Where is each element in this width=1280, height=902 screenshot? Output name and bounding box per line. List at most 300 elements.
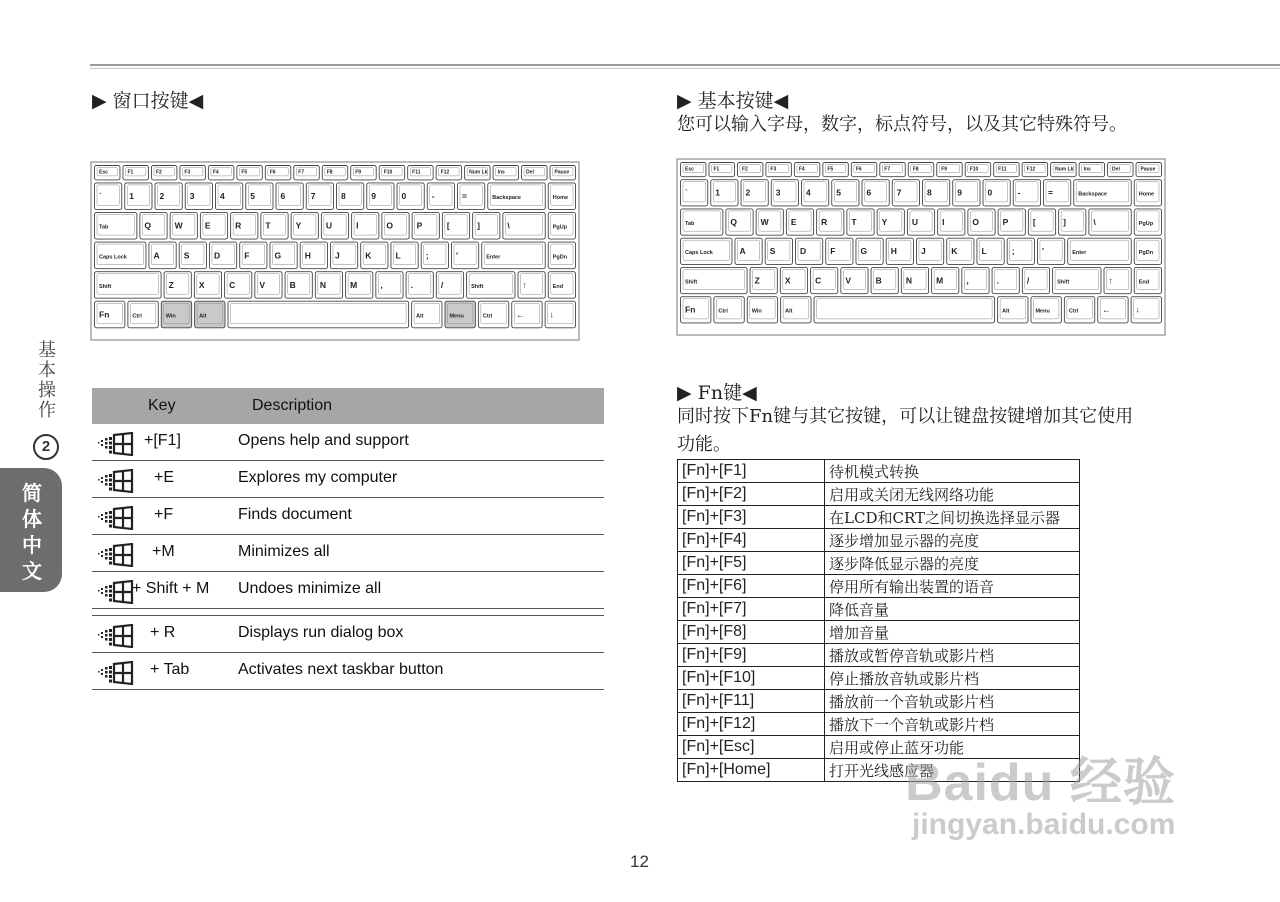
- key-label: ,: [380, 279, 383, 290]
- key-label: Backspace: [492, 195, 521, 202]
- key-label: Num Lk: [1055, 166, 1074, 173]
- key: [291, 212, 318, 239]
- key-label: Z: [754, 275, 760, 286]
- key-label: End: [552, 283, 564, 290]
- shortcut-description: Explores my computer: [238, 469, 398, 486]
- fn-row: [678, 621, 1080, 644]
- key: [351, 166, 376, 180]
- key: [367, 183, 394, 210]
- key-label: C: [229, 279, 236, 290]
- key: [265, 166, 290, 180]
- fn-key-function: 停用所有输出装置的语音: [825, 575, 1080, 598]
- key: [735, 238, 762, 264]
- key-label: ': [1041, 246, 1044, 257]
- key-label: O: [386, 220, 393, 231]
- key: [436, 166, 461, 180]
- fn-row: [678, 713, 1080, 736]
- key: [164, 272, 191, 299]
- key: [548, 242, 575, 269]
- key: [209, 242, 236, 269]
- fn-row: [678, 575, 1080, 598]
- key-label: Del: [1112, 166, 1120, 173]
- key-label: \: [1093, 216, 1096, 227]
- key: [493, 166, 518, 180]
- key-label: ←: [1102, 304, 1111, 315]
- key: [851, 163, 876, 177]
- fn-key-function: 停止播放音轨或影片档: [825, 667, 1080, 690]
- top-rule-secondary: [90, 68, 1280, 69]
- key: [140, 212, 167, 239]
- key: [195, 301, 225, 328]
- key: [1131, 297, 1161, 323]
- key: [681, 238, 732, 264]
- key: [765, 238, 792, 264]
- key-label: End: [1138, 279, 1150, 286]
- windows-logo-icon: [98, 661, 134, 690]
- key-label: H: [890, 246, 897, 257]
- key-label: E: [204, 220, 211, 231]
- key-label: Menu: [1035, 308, 1050, 315]
- key-label: Tab: [685, 220, 695, 227]
- fn-key-combo: [Fn]+[F2]: [678, 483, 825, 506]
- shortcut-row: [92, 498, 604, 535]
- key-label: N: [905, 275, 912, 286]
- key-label: F8: [326, 169, 333, 176]
- key: [681, 180, 708, 206]
- shortcut-row: [92, 653, 604, 690]
- language-tab[interactable]: [0, 468, 62, 592]
- key-label: ;: [425, 250, 429, 261]
- key-label: 0: [987, 187, 993, 198]
- key-label: 2: [745, 187, 751, 198]
- key: [741, 180, 768, 206]
- shortcut-description: Undoes minimize all: [238, 580, 382, 597]
- key-label: A: [739, 246, 746, 257]
- key: [786, 209, 813, 235]
- fn-keys-description-2: 功能。: [677, 434, 731, 455]
- windows-logo-icon: [98, 624, 134, 653]
- key-label: Num Lk: [469, 169, 488, 176]
- key: [681, 297, 711, 323]
- key: [185, 183, 212, 210]
- key: [1134, 238, 1161, 264]
- key: [240, 242, 267, 269]
- shortcut-combo: +[F1]: [144, 432, 181, 449]
- key: [550, 166, 575, 180]
- key-label: F12: [440, 169, 450, 176]
- key: [270, 242, 297, 269]
- key-label: V: [845, 275, 851, 286]
- key: [149, 242, 176, 269]
- key: [208, 166, 233, 180]
- key-label: M: [350, 279, 358, 290]
- key-label: H: [304, 250, 311, 261]
- key: [747, 297, 777, 323]
- fn-row: [678, 598, 1080, 621]
- key-label: F7: [298, 169, 305, 176]
- key: [315, 272, 342, 299]
- key: [841, 267, 868, 293]
- shortcut-description: Displays run dialog box: [238, 624, 404, 641]
- key: [408, 166, 433, 180]
- fn-row: [678, 667, 1080, 690]
- key-label: Tab: [99, 224, 109, 231]
- key: [1134, 209, 1161, 235]
- key: [1074, 180, 1132, 206]
- key-label: [: [446, 220, 450, 231]
- key-label: ←: [516, 309, 525, 320]
- key: [1136, 163, 1161, 177]
- key-label: Ins: [1083, 166, 1091, 173]
- key: [246, 183, 273, 210]
- key: [1051, 163, 1076, 177]
- key: [95, 166, 120, 180]
- key-label: Caps Lock: [685, 250, 713, 257]
- key: [522, 166, 547, 180]
- shortcut-row: [92, 424, 604, 461]
- key: [737, 163, 762, 177]
- page-number: 12: [630, 852, 649, 871]
- key: [962, 267, 989, 293]
- key: [548, 212, 575, 239]
- fn-row: [678, 483, 1080, 506]
- key-label: `: [685, 187, 688, 198]
- fn-key-combo: [Fn]+[F6]: [678, 575, 825, 598]
- key: [1068, 238, 1132, 264]
- key-label: V: [259, 279, 265, 290]
- shortcut-description: Finds document: [238, 506, 352, 523]
- key: [155, 183, 182, 210]
- key-label: PgDn: [552, 254, 568, 261]
- key-label: F1: [713, 166, 720, 173]
- key-label: Home: [1138, 191, 1155, 198]
- fn-key-combo: [Fn]+[F1]: [678, 460, 825, 483]
- shortcut-description: Opens help and support: [238, 432, 409, 449]
- key: [826, 238, 853, 264]
- key: [123, 166, 148, 180]
- key: [932, 267, 959, 293]
- key-label: /: [440, 279, 444, 290]
- key: [179, 242, 206, 269]
- top-rule: [90, 64, 1280, 66]
- key: [451, 242, 478, 269]
- key-label: L: [395, 250, 401, 261]
- key-label: ↑: [1108, 275, 1113, 286]
- key-label: Q: [144, 220, 151, 231]
- key-label: /: [1026, 275, 1030, 286]
- key-label: -: [1017, 187, 1021, 198]
- shortcut-row: [92, 572, 604, 609]
- key-label: I: [356, 220, 359, 231]
- key-label: I: [942, 216, 945, 227]
- key-label: F5: [241, 169, 248, 176]
- fn-keys-title: ▶ Fn键◀: [677, 382, 757, 404]
- key-label: ↑: [522, 279, 527, 290]
- key: [802, 180, 829, 206]
- key: [518, 272, 545, 299]
- key: [794, 163, 819, 177]
- key-label: Shift: [471, 283, 484, 290]
- key-label: 4: [806, 187, 811, 198]
- shortcut-combo: +M: [152, 543, 175, 560]
- key-label: 1: [129, 191, 134, 202]
- key: [379, 166, 404, 180]
- key: [488, 183, 546, 210]
- fn-key-combo: [Fn]+[F9]: [678, 644, 825, 667]
- key: [128, 301, 158, 328]
- shortcut-combo: + Tab: [150, 661, 190, 678]
- key: [994, 163, 1019, 177]
- key: [886, 238, 913, 264]
- key-label: 5: [836, 187, 841, 198]
- key-label: PgUp: [552, 224, 568, 231]
- key: [1028, 209, 1055, 235]
- key: [237, 166, 262, 180]
- key: [750, 267, 777, 293]
- key-label: L: [981, 246, 987, 257]
- key-label: P: [1002, 216, 1009, 227]
- key: [1013, 180, 1040, 206]
- key: [151, 166, 176, 180]
- key-label: ]: [1063, 216, 1066, 227]
- key: [382, 212, 409, 239]
- key: [337, 183, 364, 210]
- key: [916, 238, 943, 264]
- header-key: Key: [148, 397, 176, 414]
- key: [231, 212, 258, 239]
- key: [1037, 238, 1064, 264]
- keyboard-diagram-basic-keys: [676, 158, 1166, 336]
- key-label: 9: [957, 187, 962, 198]
- fn-key-combo: [Fn]+[Esc]: [678, 736, 825, 759]
- fn-key-function: 增加音量: [825, 621, 1080, 644]
- key: [255, 272, 282, 299]
- key-label: F6: [269, 169, 276, 176]
- key-label: Ctrl: [132, 313, 142, 320]
- key-label: R: [821, 216, 828, 227]
- key-label: 6: [866, 187, 872, 198]
- key: [545, 301, 575, 328]
- key-label: Enter: [486, 254, 501, 261]
- key: [445, 301, 475, 328]
- key: [322, 166, 347, 180]
- key-label: Shift: [99, 283, 112, 290]
- key-label: T: [265, 220, 271, 231]
- key: [795, 238, 822, 264]
- fn-key-combo: [Fn]+[Home]: [678, 759, 825, 782]
- key: [465, 166, 490, 180]
- basic-keys-description: 您可以输入字母，数字，标点符号，以及其它特殊符号。: [677, 114, 1127, 135]
- key: [901, 267, 928, 293]
- watermark-brand: Baidu 经验: [905, 754, 1176, 812]
- language-tab-label: 简体中文: [22, 481, 42, 583]
- key-label: F: [244, 250, 250, 261]
- key-label: Ctrl: [482, 313, 493, 320]
- keyboard-diagram-window-keys: [90, 161, 580, 341]
- key-label: F10: [969, 166, 979, 173]
- key-label: A: [153, 250, 160, 261]
- key-label: ↓: [549, 309, 554, 320]
- fn-keys-description-1: 同时按下Fn键与其它按键，可以让键盘按键增加其它使用: [677, 406, 1134, 427]
- key-label: .: [410, 279, 413, 290]
- chapter-number: 2: [33, 434, 59, 460]
- key-label: Win: [751, 308, 762, 315]
- key: [276, 183, 303, 210]
- shortcut-row: [92, 461, 604, 498]
- key-label: Alt: [416, 313, 424, 320]
- key-label: R: [235, 220, 242, 231]
- key-label: Pause: [1140, 166, 1156, 173]
- key-label: F11: [998, 166, 1007, 173]
- key: [998, 297, 1028, 323]
- key-label: S: [769, 246, 776, 257]
- key-label: U: [325, 220, 333, 231]
- fn-row: [678, 552, 1080, 575]
- key-label: C: [815, 275, 822, 286]
- fn-row: [678, 529, 1080, 552]
- windows-logo-icon: [98, 580, 134, 609]
- key: [1104, 267, 1131, 293]
- key: [194, 272, 221, 299]
- key: [983, 180, 1010, 206]
- key: [726, 209, 753, 235]
- fn-key-combo: [Fn]+[F11]: [678, 690, 825, 713]
- key-label: `: [99, 191, 102, 202]
- key: [938, 209, 965, 235]
- key: [681, 163, 706, 177]
- fn-key-combo: [Fn]+[F12]: [678, 713, 825, 736]
- fn-key-function: 播放下一个音轨或影片档: [825, 713, 1080, 736]
- key-label: -: [431, 191, 435, 202]
- key-label: W: [760, 216, 769, 227]
- windows-logo-icon: [98, 506, 134, 535]
- key-label: X: [198, 279, 205, 290]
- key: [548, 272, 575, 299]
- fn-row: [678, 644, 1080, 667]
- key-label: Alt: [785, 308, 793, 315]
- key-label: G: [274, 250, 282, 261]
- key: [216, 183, 243, 210]
- key-label: F1: [127, 169, 134, 176]
- key-space: [228, 301, 409, 328]
- key: [847, 209, 874, 235]
- key-label: F9: [355, 169, 362, 176]
- key-label: Pause: [554, 169, 570, 176]
- key: [161, 301, 191, 328]
- key: [711, 180, 738, 206]
- key: [95, 242, 146, 269]
- key: [442, 212, 469, 239]
- key: [992, 267, 1019, 293]
- key: [503, 212, 545, 239]
- key-label: 1: [715, 187, 720, 198]
- key-label: Ctrl: [718, 308, 728, 315]
- key: [823, 163, 848, 177]
- key-label: Fn: [685, 304, 696, 315]
- key: [1022, 267, 1049, 293]
- fn-key-function: 启用或关闭无线网络功能: [825, 483, 1080, 506]
- key-label: Esc: [685, 166, 694, 173]
- key-label: PgDn: [1138, 250, 1154, 257]
- key-label: N: [319, 279, 326, 290]
- key: [871, 267, 898, 293]
- key-label: 3: [189, 191, 195, 202]
- key: [771, 180, 798, 206]
- key: [1007, 238, 1034, 264]
- key: [300, 242, 327, 269]
- key: [977, 238, 1004, 264]
- key-label: F2: [155, 169, 162, 176]
- key-label: 7: [310, 191, 316, 202]
- key-label: Esc: [99, 169, 108, 176]
- key-label: S: [183, 250, 190, 261]
- fn-key-function: 播放前一个音轨或影片档: [825, 690, 1080, 713]
- key: [376, 272, 403, 299]
- fn-key-table: [677, 459, 1080, 782]
- fn-key-function: 打开光线感应器: [825, 759, 1080, 782]
- watermark-url: jingyan.baidu.com: [912, 808, 1176, 841]
- key: [1089, 209, 1131, 235]
- key-label: G: [860, 246, 868, 257]
- fn-key-function: 播放或暂停音轨或影片档: [825, 644, 1080, 667]
- key-label: F3: [184, 169, 191, 176]
- fn-key-combo: [Fn]+[F7]: [678, 598, 825, 621]
- key: [780, 267, 807, 293]
- key: [817, 209, 844, 235]
- key-label: F4: [798, 166, 805, 173]
- key: [352, 212, 379, 239]
- key-label: F2: [741, 166, 748, 173]
- key-label: 6: [280, 191, 286, 202]
- key: [482, 242, 546, 269]
- key-label: F12: [1026, 166, 1036, 173]
- shortcut-description: Activates next taskbar button: [238, 661, 444, 678]
- key-label: Fn: [99, 309, 110, 320]
- key: [1031, 297, 1061, 323]
- key-label: ↓: [1135, 304, 1140, 315]
- key-label: 2: [159, 191, 165, 202]
- key: [781, 297, 811, 323]
- key-label: F4: [212, 169, 219, 176]
- key-label: M: [936, 275, 944, 286]
- key: [397, 183, 424, 210]
- fn-key-function: 降低音量: [825, 598, 1080, 621]
- key: [856, 238, 883, 264]
- key-label: P: [416, 220, 423, 231]
- key: [330, 242, 357, 269]
- key: [1134, 267, 1161, 293]
- key-label: F9: [941, 166, 948, 173]
- key-label: 4: [220, 191, 225, 202]
- key-label: 9: [371, 191, 376, 202]
- key-label: Home: [552, 195, 569, 202]
- key: [681, 267, 748, 293]
- shortcut-combo: +E: [154, 469, 175, 486]
- key-label: Ins: [497, 169, 505, 176]
- shortcut-combo: + R: [150, 624, 176, 641]
- key-label: Caps Lock: [99, 254, 127, 261]
- shortcut-combo: +F: [154, 506, 174, 523]
- key-label: F5: [827, 166, 834, 173]
- key: [306, 183, 333, 210]
- key: [346, 272, 373, 299]
- key-label: D: [799, 246, 807, 257]
- shortcut-table-header: [92, 388, 604, 424]
- key: [406, 272, 433, 299]
- fn-key-function: 待机模式转换: [825, 460, 1080, 483]
- key: [968, 209, 995, 235]
- key-label: X: [784, 275, 791, 286]
